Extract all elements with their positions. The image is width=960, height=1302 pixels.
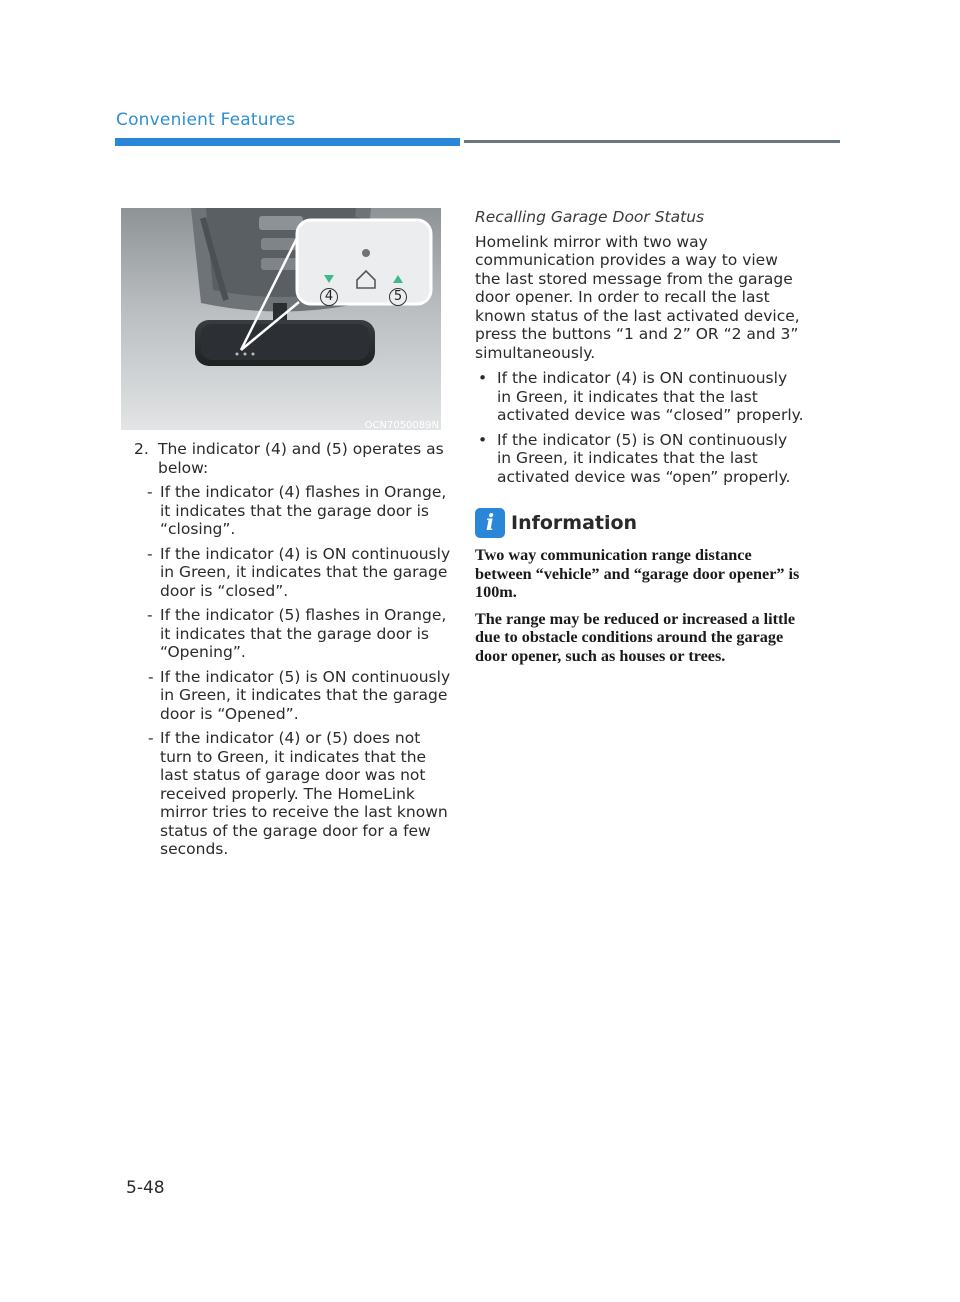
numbered-item	[134, 440, 454, 477]
list-item	[134, 545, 454, 601]
section-title: Convenient Features	[116, 110, 296, 130]
bullet-marker: •	[478, 369, 488, 387]
information-text: Two way communication range distance between “vehicle” and “garage door opener” is 100m.	[475, 546, 800, 601]
section-heading: Recalling Garage Door Status	[475, 208, 705, 226]
page-number: 5-48	[126, 1178, 165, 1198]
information-header	[475, 508, 805, 538]
dash-marker: -	[147, 544, 153, 563]
list-item	[134, 606, 454, 662]
list-item	[134, 668, 454, 724]
list-item	[475, 369, 805, 425]
information-icon: i	[475, 508, 505, 538]
bullet-text: If the indicator (4) is ON continuously in Green, it indicates that the last activated device was “closed” properly.	[497, 369, 804, 424]
subitem-text: If the indicator (4) or (5) does not turn to Green, it indicates that the last status of garage door was not received properly. The HomeLink mirror tries to receive the last known status of the garage door for a few seconds.	[160, 729, 448, 858]
subitem-text: If the indicator (4) is ON continuously in Green, it indicates that the garage door is “closed”.	[160, 544, 451, 600]
callout-4-label: 4	[320, 288, 338, 306]
subitem-text: If the indicator (5) flashes in Orange, it indicates that the garage door is “Opening”.	[160, 606, 447, 661]
list-item	[134, 483, 454, 539]
information-text: The range may be reduced or increased a little due to obstacle conditions around the garage door opener, such as houses or trees.	[475, 609, 796, 665]
information-title: Information	[511, 511, 638, 534]
dash-marker: -	[148, 667, 154, 686]
subitem-text: If the indicator (4) flashes in Orange, it indicates that the garage door is “closing”.	[160, 483, 447, 538]
item-text: The indicator (4) and (5) operates as below:	[158, 440, 444, 477]
bullet-text: If the indicator (5) is ON continuously in Green, it indicates that the last activated device was “open” properly.	[497, 430, 791, 486]
list-item	[134, 729, 454, 859]
header-rule-blue	[115, 138, 460, 146]
item-number: 2.	[134, 440, 149, 458]
bullet-marker: •	[478, 430, 488, 449]
list-item	[475, 431, 805, 487]
homelink-mirror-figure	[121, 208, 441, 430]
header-rule-gray	[464, 140, 840, 143]
dash-marker: -	[148, 729, 154, 747]
right-column	[475, 208, 805, 673]
intro-paragraph: Homelink mirror with two way communication provides a way to view the last stored message from the garage door opener. In order to recall the last known status of the last activated device, press the buttons “1 and 2” OR “2 and 3” simultaneously.	[475, 232, 800, 362]
dash-marker: -	[147, 606, 153, 624]
subitem-text: If the indicator (5) is ON continuously in Green, it indicates that the garage door is “Opened”.	[160, 667, 451, 723]
figure-code: OCN7050089N	[364, 420, 439, 431]
dash-marker: -	[147, 483, 153, 501]
callout-5-label: 5	[389, 288, 407, 306]
left-column	[134, 440, 454, 865]
